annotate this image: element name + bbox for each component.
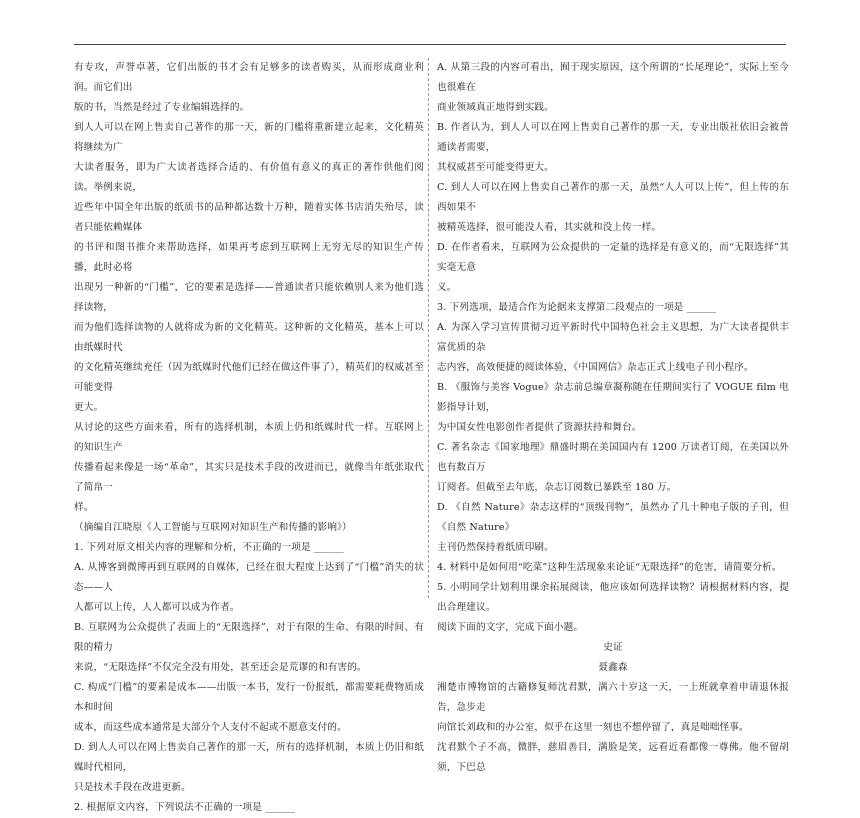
question-5: 5. 小明同学计划利用课余拓展阅读，他应该如何选择读物？请根据材料内容，提出合理建议。 <box>437 582 789 613</box>
option-line: 只是技术手段在改进更新。 <box>74 782 191 793</box>
question-3: 3. 下列选项，最适合作为论据来支撑第二段观点的一项是 ______ <box>437 302 717 313</box>
text-line: 版的书，当然是经过了专业编辑选择的。 <box>74 102 250 113</box>
column-divider <box>428 58 429 598</box>
text-line: 出现另一种新的“门槛”，它的要素是选择——普通读者只能依赖别人来为他们选择读物， <box>74 282 424 313</box>
text-line: 湘楚市博物馆的古籍修复师沈君默，满六十岁这一天，一上班就拿着申请退休报告，急步走 <box>437 682 789 713</box>
text-line: 向馆长刘政和的办公室，似乎在这里一刻也不想停留了，真是咄咄怪事。 <box>437 722 749 733</box>
option-line: 其权威甚至可能变得更大。 <box>437 162 554 173</box>
text-line: 更大。 <box>74 402 104 413</box>
option-line: A. 从博客到微博再到互联网的自媒体，已经在很大程度上达到了“门槛”消失的状态——人 <box>74 562 424 593</box>
option-line: A. 从第三段的内容可看出，囿于现实原因，这个所谓的“长尾理论”，实际上至今也很难在 <box>437 62 789 93</box>
option-line: 义。 <box>437 282 457 293</box>
text-line: 而为他们选择读物的人就将成为新的文化精英。这种新的文化精英，基本上可以由纸媒时代 <box>74 322 424 353</box>
option-line: 人都可以上传，人人都可以成为作者。 <box>74 602 240 613</box>
question-2: 2. 根据原文内容，下列说法不正确的一项是 ______ <box>74 802 295 813</box>
text-line: 近些年中国全年出版的纸质书的品种都达数十万种，随着实体书店消失殆尽，读者只能依赖媒体 <box>74 202 424 233</box>
option-line: 志内容，高效便捷的阅读体验，《中国网信》杂志正式上线电子刊小程序。 <box>437 362 754 373</box>
option-line: B. 《服饰与美容 Vogue》杂志前总编章凝称随在任期间实行了 VOGUE film 电影指导计划， <box>437 382 789 413</box>
option-line: C. 构成“门槛”的要素是成本——出版一本书，发行一份报纸，都需要耗费物质成本和时间 <box>74 682 424 713</box>
text-line: 沈君默个子不高，微胖，慈眉善目，满脸是笑，远看近看都像一尊佛。他不留胡须，下巴总 <box>437 742 789 773</box>
option-line: B. 互联网为公众提供了表面上的“无限选择”，对于有限的生命、有限的时间、有限的精力 <box>74 622 424 653</box>
option-line: 被精英选择，很可能没人看，其实就和没上传一样。 <box>437 222 662 233</box>
option-line: 主刊仍然保持着纸质印刷。 <box>437 542 554 553</box>
right-column <box>437 58 789 778</box>
option-line: D. 到人人可以在网上售卖自己著作的那一天，所有的选择机制，本质上仍旧和纸媒时代相同， <box>74 742 424 773</box>
option-line: 订阅者。但截至去年底，杂志订阅数已暴跌至 180 万。 <box>437 482 677 493</box>
story-author: 聂鑫森 <box>598 662 628 673</box>
question-4: 4. 材料中是如何用“吃菜”这种生活现象来论证“无限选择”的危害，请简要分析。 <box>437 562 782 573</box>
source-citation: （摘编自江晓原《人工智能与互联网对知识生产和传播的影响》） <box>74 522 352 533</box>
text-line: 传播看起来像是一场“革命”，其实只是技术手段的改进而已，就像当年纸张取代了简帛一 <box>74 462 424 493</box>
story-title: 史证 <box>603 642 623 653</box>
option-line: 来说，“无限选择”不仅完全没有用处，甚至还会是荒谬的和有害的。 <box>74 662 367 673</box>
text-line: 到人人可以在网上售卖自己著作的那一天，新的门槛将重新建立起来，文化精英将继续为广 <box>74 122 424 153</box>
option-line: C. 著名杂志《国家地理》鼎盛时期在美国国内有 1200 万读者订阅，在美国以外也有数百万 <box>437 442 789 473</box>
text-line: 样。 <box>74 502 94 513</box>
option-line: 商业领域真正地得到实践。 <box>437 102 554 113</box>
option-line: D. 《自然 Nature》杂志这样的“顶级刊物”，虽然办了几十种电子版的子刊，但《自然 Nature》 <box>437 502 789 533</box>
question-1: 1. 下列对原文相关内容的理解和分析，不正确的一项是 ______ <box>74 542 344 553</box>
option-line: C. 到人人可以在网上售卖自己著作的那一天，虽然“人人可以上传”，但上传的东西如果不 <box>437 182 789 213</box>
reading-instruction: 阅读下面的文字，完成下面小题。 <box>437 622 584 633</box>
header-rule <box>74 44 786 45</box>
option-line: 成本，而这些成本通常是大部分个人支付不起或不愿意支付的。 <box>74 722 347 733</box>
text-line: 从讨论的这些方面来看，所有的选择机制，本质上仍和纸媒时代一样。互联网上的知识生产 <box>74 422 424 453</box>
text-line: 的书评和图书推介来帮助选择，如果再考虑到互联网上无穷无尽的知识生产传播，此时必将 <box>74 242 424 273</box>
option-line: 为中国女性电影创作者提供了资源扶持和舞台。 <box>437 422 642 433</box>
text-line: 有专攻，声誉卓著，它们出版的书才会有足够多的读者购买，从而形成商业利润。而它们出 <box>74 62 424 93</box>
option-line: B. 作者认为，到人人可以在网上售卖自己著作的那一天，专业出版社依旧会被普通读者需要， <box>437 122 789 153</box>
option-line: A. 为深入学习宣传贯彻习近平新时代中国特色社会主义思想，为广大读者提供丰富优质的杂 <box>437 322 789 353</box>
text-line: 的文化精英继续充任（因为纸媒时代他们已经在做这件事了），精英们的权威甚至可能变得 <box>74 362 424 393</box>
option-line: D. 在作者看来，互联网为公众提供的一定量的选择是有意义的，而“无限选择”其实毫无意 <box>437 242 789 273</box>
text-line: 大读者服务，即为广大读者选择合适的、有价值有意义的真正的著作供他们阅读。举例来说， <box>74 162 424 193</box>
left-column <box>74 58 424 818</box>
